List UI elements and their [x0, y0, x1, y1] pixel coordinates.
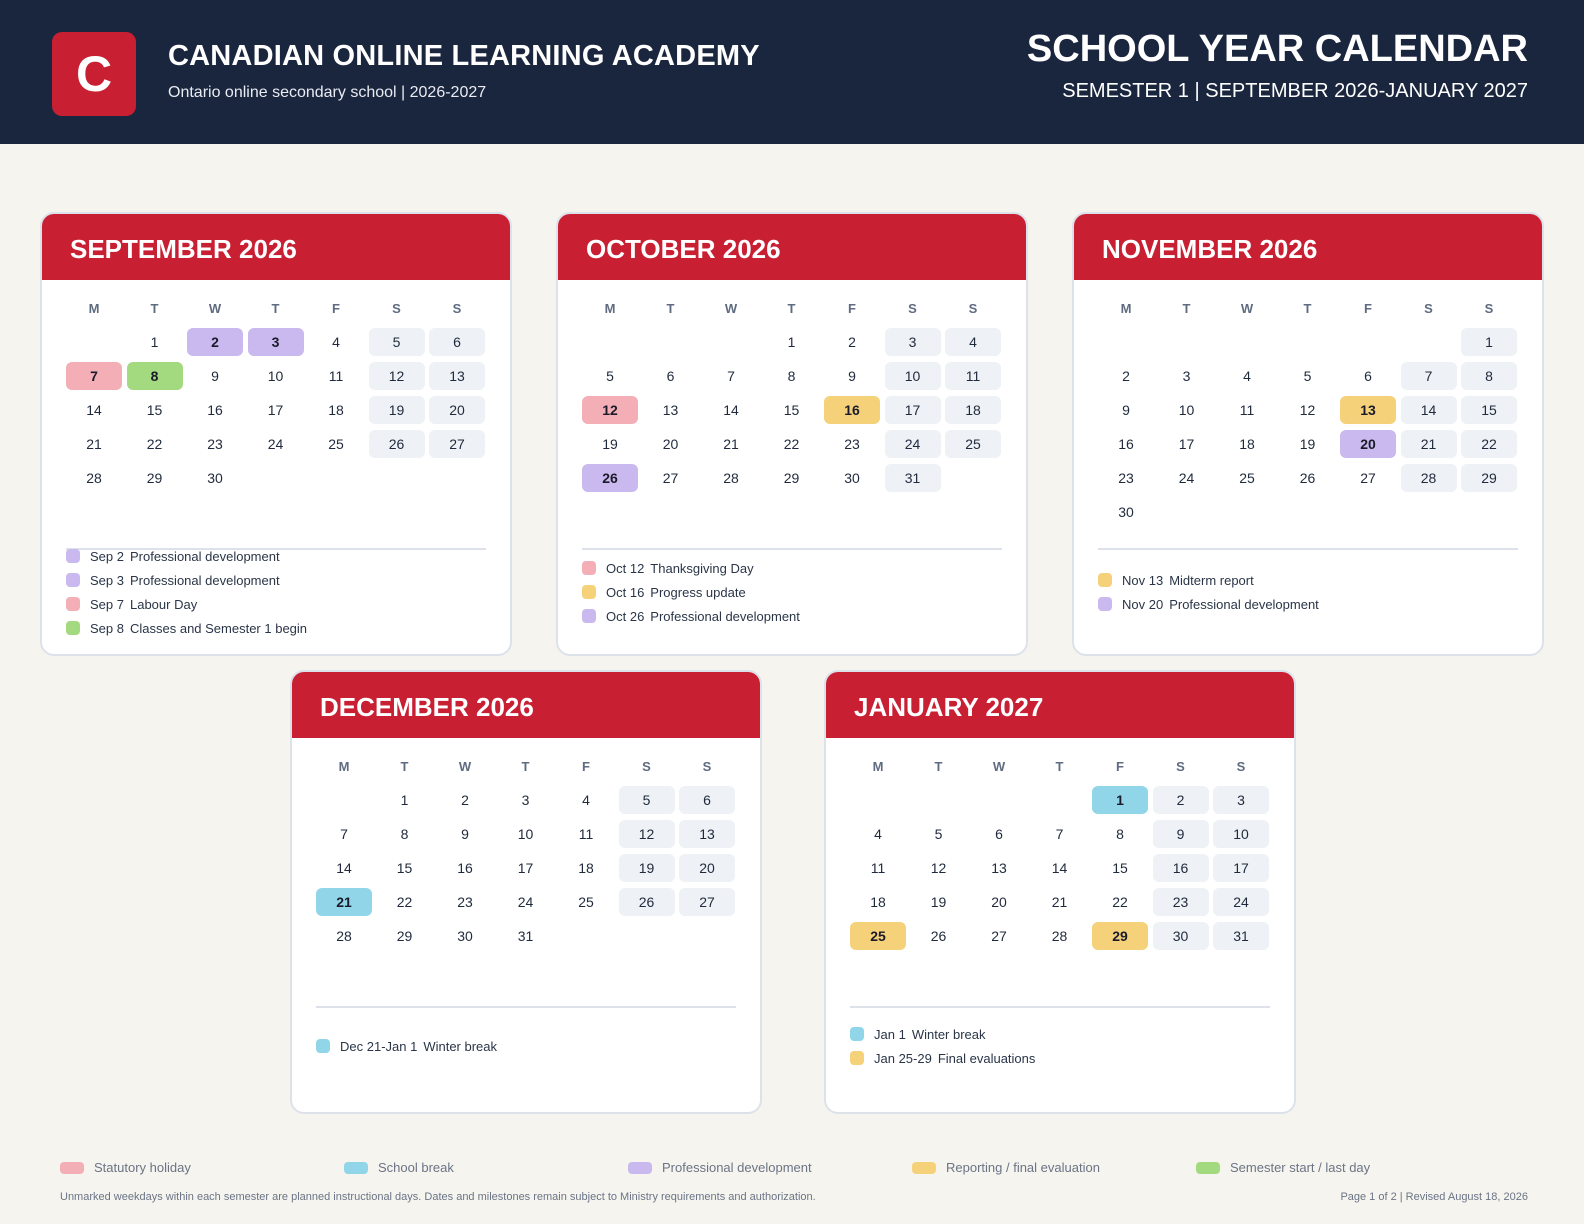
legend-swatch [628, 1162, 652, 1174]
empty-cell [1159, 328, 1215, 356]
legend-swatch [912, 1162, 936, 1174]
month-grid [850, 752, 1269, 950]
weekday-header: T [271, 300, 280, 316]
day-cell: 28 [723, 470, 739, 486]
day-cell: 25 [1239, 470, 1255, 486]
day-cell: 14 [86, 402, 102, 418]
event-date: Nov 13 [1122, 572, 1164, 588]
day-cell: 18 [945, 396, 1001, 424]
day-cell: 1 [1461, 328, 1517, 356]
day-cell: 26 [1299, 470, 1316, 486]
day-cell: 10 [1178, 402, 1195, 418]
event-item [1098, 568, 1319, 592]
school-name: CANADIAN ONLINE LEARNING ACADEMY [168, 40, 760, 72]
month-card-nov [1072, 212, 1544, 656]
legend-label: Statutory holiday [94, 1160, 191, 1175]
day-cell: 25 [578, 894, 594, 910]
day-cell: 19 [1299, 436, 1316, 452]
day-cell: 26 [582, 464, 638, 492]
event-label: Labour Day [129, 596, 198, 612]
event-swatch [850, 1027, 864, 1041]
event-date: Jan 1 [874, 1026, 906, 1042]
empty-cell [1032, 786, 1088, 814]
weekday-header: M [88, 300, 100, 316]
school-subtitle: Ontario online secondary school | 2026-2027 [168, 84, 487, 101]
event-label: Professional development [129, 572, 280, 588]
day-cell: 25 [850, 922, 906, 950]
day-cell: 7 [340, 826, 348, 842]
event-item [582, 580, 800, 604]
color-legend [60, 1160, 1524, 1176]
empty-cell [1219, 328, 1275, 356]
weekday-header: S [908, 300, 917, 316]
event-swatch [850, 1051, 864, 1065]
month-card-oct [556, 212, 1028, 656]
day-cell: 1 [400, 792, 409, 808]
day-cell: 13 [662, 402, 679, 418]
weekday-header: F [1364, 300, 1372, 316]
weekday-header: W [458, 758, 472, 774]
event-swatch [316, 1039, 330, 1053]
weekday-header: T [400, 758, 409, 774]
empty-cell [1098, 328, 1154, 356]
weekday-header: T [666, 300, 675, 316]
day-cell: 3 [1182, 368, 1191, 384]
weekday-header: M [338, 758, 350, 774]
day-cell: 20 [662, 436, 679, 452]
day-cell: 13 [429, 362, 485, 390]
day-cell: 22 [1461, 430, 1517, 458]
divider [1098, 548, 1518, 550]
day-cell: 5 [1303, 368, 1312, 384]
day-cell: 6 [679, 786, 735, 814]
day-cell: 27 [662, 470, 679, 486]
weekday-header: W [724, 300, 738, 316]
day-cell: 18 [1239, 436, 1255, 452]
day-cell: 22 [783, 436, 800, 452]
day-cell: 3 [885, 328, 941, 356]
day-cell: 28 [86, 470, 102, 486]
day-cell: 18 [870, 894, 886, 910]
event-item [850, 1046, 1035, 1070]
event-item [66, 592, 307, 616]
day-cell: 23 [457, 894, 473, 910]
day-cell: 4 [874, 826, 882, 842]
event-label: Professional development [129, 548, 280, 564]
day-cell: 11 [328, 368, 344, 384]
day-cell: 6 [1364, 368, 1372, 384]
event-swatch [66, 621, 80, 635]
day-cell: 1 [150, 334, 159, 350]
day-cell: 1 [787, 334, 796, 350]
day-cell: 2 [848, 334, 856, 350]
day-cell: 24 [885, 430, 941, 458]
day-cell: 22 [1112, 894, 1128, 910]
weekday-header: T [521, 758, 530, 774]
day-cell: 29 [1092, 922, 1148, 950]
day-cell: 13 [679, 820, 735, 848]
day-cell: 26 [619, 888, 675, 916]
day-cell: 2 [461, 792, 469, 808]
page-info: Page 1 of 2 | Revised August 18, 2026 [1340, 1191, 1528, 1203]
day-cell: 7 [66, 362, 122, 390]
day-cell: 20 [991, 894, 1007, 910]
day-cell: 29 [396, 928, 413, 944]
day-cell: 7 [1055, 826, 1064, 842]
day-cell: 30 [1118, 504, 1134, 520]
event-date: Sep 2 [90, 548, 124, 564]
event-list [316, 1034, 497, 1058]
event-item [1098, 592, 1319, 616]
day-cell: 19 [619, 854, 675, 882]
day-cell: 19 [602, 436, 618, 452]
legend-label: Professional development [662, 1160, 812, 1175]
day-cell: 16 [1118, 436, 1134, 452]
day-cell: 17 [1213, 854, 1269, 882]
month-grid [1098, 294, 1517, 526]
event-swatch [582, 561, 596, 575]
day-cell: 6 [429, 328, 485, 356]
day-cell: 9 [848, 368, 856, 384]
weekday-header: W [208, 300, 222, 316]
day-cell: 4 [1243, 368, 1251, 384]
empty-cell [1340, 328, 1396, 356]
day-cell: 14 [723, 402, 739, 418]
event-list [1098, 568, 1319, 616]
day-cell: 28 [1051, 928, 1068, 944]
day-cell: 23 [1153, 888, 1209, 916]
day-cell: 9 [211, 368, 219, 384]
legend-swatch [1196, 1162, 1220, 1174]
month-grid [66, 294, 485, 492]
day-cell: 27 [679, 888, 735, 916]
event-date: Sep 3 [90, 572, 124, 588]
event-date: Oct 12 [606, 560, 645, 576]
empty-cell [850, 786, 906, 814]
day-cell: 16 [824, 396, 880, 424]
month-title: OCTOBER 2026 [558, 214, 1026, 280]
weekday-header: T [150, 300, 159, 316]
event-swatch [582, 585, 596, 599]
day-cell: 8 [1461, 362, 1517, 390]
day-cell: 30 [457, 928, 473, 944]
legend-item-pd [628, 1160, 812, 1175]
day-cell: 9 [461, 826, 469, 842]
day-cell: 2 [187, 328, 243, 356]
event-label: Winter break [911, 1026, 986, 1042]
day-cell: 24 [1178, 470, 1195, 486]
month-grid [582, 294, 1001, 492]
weekday-header: W [1240, 300, 1254, 316]
weekday-header: M [1120, 300, 1132, 316]
day-cell: 28 [336, 928, 352, 944]
event-swatch [66, 573, 80, 587]
legend-label: Reporting / final evaluation [946, 1160, 1100, 1175]
day-cell: 28 [1401, 464, 1457, 492]
empty-cell [316, 786, 372, 814]
day-cell: 19 [930, 894, 947, 910]
day-cell: 3 [1213, 786, 1269, 814]
event-list [850, 1022, 1035, 1070]
day-cell: 16 [1153, 854, 1209, 882]
day-cell: 2 [1122, 368, 1130, 384]
event-label: Classes and Semester 1 begin [129, 620, 308, 636]
weekday-header: F [1116, 758, 1124, 774]
month-title: SEPTEMBER 2026 [42, 214, 510, 280]
day-cell: 10 [885, 362, 941, 390]
day-cell: 24 [267, 436, 284, 452]
day-cell: 12 [1299, 402, 1316, 418]
day-cell: 10 [267, 368, 284, 384]
day-cell: 27 [1360, 470, 1376, 486]
day-cell: 5 [619, 786, 675, 814]
weekday-header: T [787, 300, 796, 316]
weekday-header: S [968, 300, 978, 316]
day-cell: 30 [1153, 922, 1209, 950]
event-swatch [1098, 597, 1112, 611]
weekday-header: S [702, 758, 712, 774]
event-list [66, 544, 307, 640]
day-cell: 21 [1401, 430, 1457, 458]
day-cell: 16 [457, 860, 473, 876]
event-item [66, 544, 307, 568]
day-cell: 15 [1461, 396, 1517, 424]
day-cell: 20 [679, 854, 735, 882]
day-cell: 24 [517, 894, 534, 910]
empty-cell [971, 786, 1027, 814]
month-grid [316, 752, 735, 950]
month-title: JANUARY 2027 [826, 672, 1294, 738]
day-cell: 16 [207, 402, 223, 418]
day-cell: 9 [1122, 402, 1130, 418]
day-cell: 29 [1461, 464, 1517, 492]
day-cell: 13 [1340, 396, 1396, 424]
event-date: Jan 25-29 [874, 1050, 932, 1066]
day-cell: 12 [369, 362, 425, 390]
day-cell: 5 [606, 368, 614, 384]
day-cell: 22 [146, 436, 163, 452]
day-cell: 27 [991, 928, 1007, 944]
day-cell: 9 [1153, 820, 1209, 848]
empty-cell [1401, 328, 1457, 356]
legend-item-semester [1196, 1160, 1370, 1175]
weekday-header: S [452, 300, 462, 316]
day-cell: 31 [517, 928, 534, 944]
day-cell: 25 [945, 430, 1001, 458]
day-cell: 23 [207, 436, 223, 452]
weekday-header: T [1182, 300, 1191, 316]
legend-label: Semester start / last day [1230, 1160, 1371, 1175]
day-cell: 5 [369, 328, 425, 356]
day-cell: 29 [146, 470, 163, 486]
day-cell: 2 [1153, 786, 1209, 814]
day-cell: 8 [787, 368, 796, 384]
day-cell: 19 [369, 396, 425, 424]
empty-cell [582, 328, 638, 356]
day-cell: 12 [930, 860, 947, 876]
event-swatch [582, 609, 596, 623]
weekday-header: S [1484, 300, 1494, 316]
day-cell: 17 [885, 396, 941, 424]
weekday-header: T [934, 758, 943, 774]
day-cell: 29 [783, 470, 800, 486]
day-cell: 6 [666, 368, 675, 384]
event-label: Final evaluations [937, 1050, 1036, 1066]
empty-cell [911, 786, 967, 814]
event-date: Nov 20 [1122, 596, 1164, 612]
weekday-header: M [604, 300, 616, 316]
weekday-header: F [582, 758, 590, 774]
day-cell: 23 [1118, 470, 1134, 486]
day-cell: 31 [1213, 922, 1269, 950]
day-cell: 4 [582, 792, 590, 808]
day-cell: 6 [995, 826, 1003, 842]
month-card-dec [290, 670, 762, 1114]
day-cell: 26 [930, 928, 947, 944]
day-cell: 8 [1116, 826, 1124, 842]
day-cell: 17 [517, 860, 534, 876]
day-cell: 5 [934, 826, 943, 842]
day-cell: 14 [336, 860, 352, 876]
weekday-header: S [392, 300, 401, 316]
event-date: Sep 7 [90, 596, 124, 612]
event-item [66, 568, 307, 592]
weekday-header: S [1236, 758, 1246, 774]
empty-cell [1280, 328, 1336, 356]
event-date: Dec 21-Jan 1 [340, 1038, 418, 1054]
day-cell: 4 [332, 334, 340, 350]
day-cell: 10 [517, 826, 534, 842]
footnote: Unmarked weekdays within each semester are planned instructional days. Dates and milestones remain subject to Ministry requirements and authorization. [60, 1191, 816, 1203]
day-cell: 21 [316, 888, 372, 916]
weekday-header: F [332, 300, 340, 316]
event-label: Winter break [423, 1038, 498, 1054]
day-cell: 21 [723, 436, 739, 452]
day-cell: 3 [248, 328, 304, 356]
day-cell: 20 [429, 396, 485, 424]
month-title: DECEMBER 2026 [292, 672, 760, 738]
day-cell: 27 [429, 430, 485, 458]
day-cell: 3 [521, 792, 530, 808]
day-cell: 12 [582, 396, 638, 424]
day-cell: 17 [1178, 436, 1195, 452]
legend-swatch [344, 1162, 368, 1174]
day-cell: 4 [945, 328, 1001, 356]
event-label: Thanksgiving Day [650, 560, 754, 576]
weekday-header: M [872, 758, 884, 774]
weekday-header: T [1303, 300, 1312, 316]
month-title: NOVEMBER 2026 [1074, 214, 1542, 280]
legend-item-reporting [912, 1160, 1100, 1175]
day-cell: 14 [1051, 860, 1068, 876]
event-label: Midterm report [1169, 572, 1254, 588]
legend-item-break [344, 1160, 454, 1175]
weekday-header: S [1176, 758, 1185, 774]
event-item [850, 1022, 1035, 1046]
day-cell: 17 [267, 402, 284, 418]
day-cell: 7 [1401, 362, 1457, 390]
day-cell: 21 [1051, 894, 1068, 910]
day-cell: 11 [578, 826, 594, 842]
event-label: Progress update [650, 584, 746, 600]
day-cell: 12 [619, 820, 675, 848]
day-cell: 30 [844, 470, 860, 486]
day-cell: 30 [207, 470, 223, 486]
day-cell: 21 [86, 436, 102, 452]
month-card-jan [824, 670, 1296, 1114]
day-cell: 15 [1112, 860, 1128, 876]
day-cell: 14 [1401, 396, 1457, 424]
school-logo: C [52, 32, 136, 116]
event-list [582, 556, 800, 628]
day-cell: 25 [328, 436, 344, 452]
calendar-title: SCHOOL YEAR CALENDAR [1026, 28, 1528, 70]
day-cell: 18 [578, 860, 594, 876]
day-cell: 22 [396, 894, 413, 910]
divider [582, 548, 1002, 550]
day-cell: 20 [1340, 430, 1396, 458]
event-swatch [66, 549, 80, 563]
day-cell: 11 [945, 362, 1001, 390]
weekday-header: T [1055, 758, 1064, 774]
weekday-header: S [1424, 300, 1433, 316]
day-cell: 31 [885, 464, 941, 492]
event-label: Professional development [650, 608, 800, 624]
day-cell: 24 [1213, 888, 1269, 916]
empty-cell [66, 328, 122, 356]
day-cell: 15 [146, 402, 163, 418]
day-cell: 8 [127, 362, 183, 390]
event-swatch [1098, 573, 1112, 587]
weekday-header: W [992, 758, 1006, 774]
day-cell: 18 [328, 402, 344, 418]
event-item [316, 1034, 497, 1058]
page-header [0, 0, 1584, 144]
event-date: Oct 16 [606, 584, 645, 600]
event-date: Oct 26 [606, 608, 645, 624]
empty-cell [643, 328, 699, 356]
month-card-sep [40, 212, 512, 656]
day-cell: 15 [783, 402, 800, 418]
day-cell: 10 [1213, 820, 1269, 848]
day-cell: 15 [396, 860, 413, 876]
event-item [582, 556, 800, 580]
day-cell: 26 [369, 430, 425, 458]
day-cell: 8 [400, 826, 409, 842]
calendar-subtitle: SEMESTER 1 | SEPTEMBER 2026-JANUARY 2027 [1062, 80, 1528, 102]
day-cell: 1 [1092, 786, 1148, 814]
day-cell: 7 [727, 368, 735, 384]
divider [850, 1006, 1270, 1008]
event-item [582, 604, 800, 628]
day-cell: 23 [844, 436, 860, 452]
event-item [66, 616, 307, 640]
day-cell: 11 [1239, 402, 1255, 418]
event-label: Professional development [1169, 596, 1319, 612]
divider [316, 1006, 736, 1008]
weekday-header: F [848, 300, 856, 316]
day-cell: 13 [991, 860, 1007, 876]
weekday-header: S [642, 758, 651, 774]
legend-label: School break [378, 1160, 454, 1175]
empty-cell [703, 328, 759, 356]
legend-item-statutory [60, 1160, 191, 1175]
legend-swatch [60, 1162, 84, 1174]
day-cell: 11 [870, 860, 886, 876]
event-swatch [66, 597, 80, 611]
event-date: Sep 8 [90, 620, 124, 636]
